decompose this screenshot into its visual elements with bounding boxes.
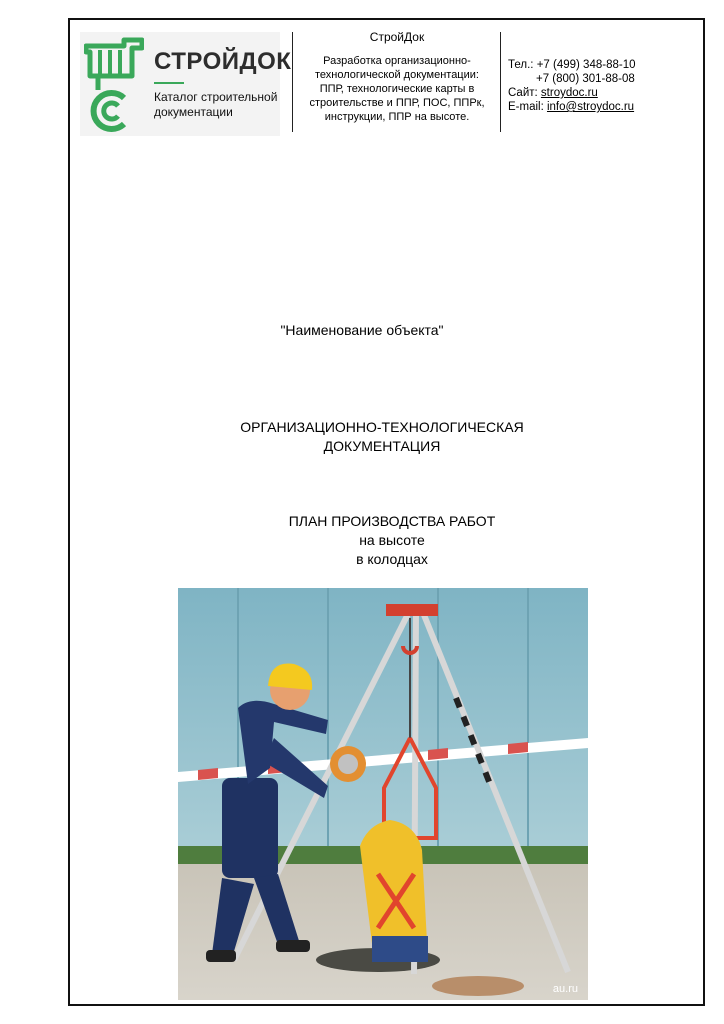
email-link[interactable]: info@stroydoc.ru	[546, 101, 635, 113]
site-label: Сайт:	[508, 87, 538, 99]
site-link[interactable]: stroydoc.ru	[540, 87, 598, 99]
company-description: Разработка организационно-технологической документации: ППР, технологические карты в строительстве и ППР, ПОС, ППРк, инструкции, ППР на высоте.	[309, 55, 485, 123]
cover-photo	[178, 588, 588, 1000]
email-label: E-mail:	[508, 101, 544, 113]
plan-title-line: в колодцах	[356, 551, 428, 567]
logo-title: СТРОЙДОК	[154, 48, 292, 75]
header-divider	[292, 32, 293, 132]
plan-title-line: на высоте	[359, 532, 425, 548]
cover-photo-illustration	[178, 588, 588, 1000]
photo-watermark: au.ru	[552, 983, 578, 995]
document-header	[80, 28, 695, 138]
phone-number: +7 (499) 348-88-10	[536, 59, 636, 71]
logo-divider	[154, 82, 184, 84]
company-info	[302, 30, 492, 124]
contacts-block	[508, 58, 698, 114]
document-type-line: ДОКУМЕНТАЦИЯ	[323, 438, 441, 454]
document-type-line: ОРГАНИЗАЦИОННО-ТЕХНОЛОГИЧЕСКАЯ	[240, 419, 524, 435]
stroydoc-logo-icon	[84, 36, 144, 132]
object-name: "Наименование объекта"	[280, 322, 444, 338]
company-name: СтройДок	[369, 30, 425, 44]
logo-subtitle: Каталог строительной документации	[154, 90, 278, 119]
plan-title-line: ПЛАН ПРОИЗВОДСТВА РАБОТ	[288, 513, 496, 529]
document-type	[0, 418, 724, 456]
header-divider	[500, 32, 501, 132]
phone-label: Тел.:	[508, 59, 534, 71]
phone-number-alt: +7 (800) 301-88-08	[536, 73, 635, 85]
stroydoc-logo	[80, 32, 292, 136]
plan-title	[0, 512, 724, 569]
